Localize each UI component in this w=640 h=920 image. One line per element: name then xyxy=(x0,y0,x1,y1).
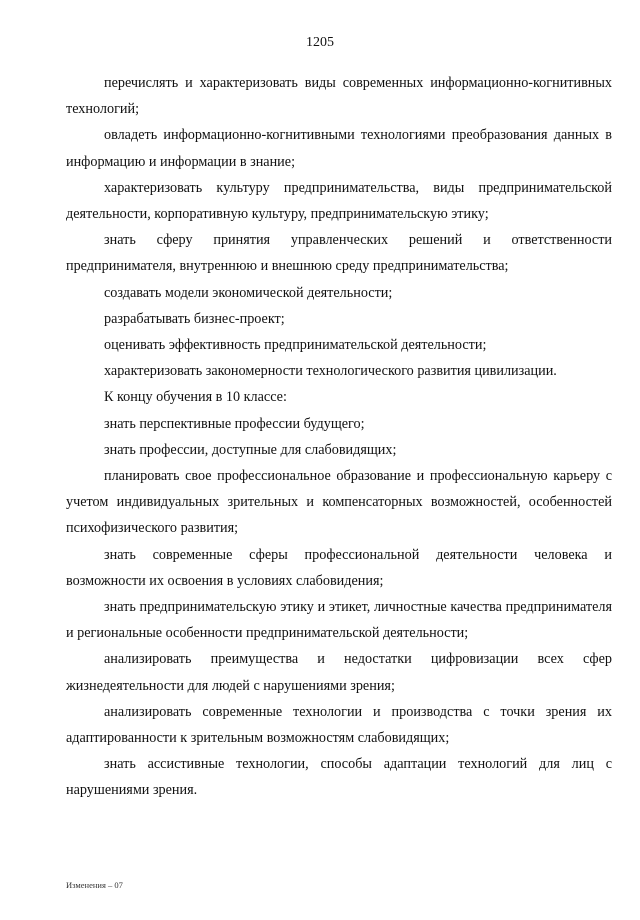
paragraph: знать перспективные профессии будущего; xyxy=(104,415,365,432)
section-heading: К концу обучения в 10 классе: xyxy=(104,389,287,406)
paragraph: создавать модели экономической деятельности; xyxy=(104,284,393,301)
paragraph: знать профессии, доступные для слабовидящих; xyxy=(104,441,397,458)
paragraph: характеризовать культуру предпринимательства, виды предпринимательской деятельности, корпоративную культуру, предпринимательскую этику; xyxy=(66,179,612,223)
paragraph: оценивать эффективность предпринимательской деятельности; xyxy=(104,337,487,354)
paragraph: планировать свое профессиональное образование и профессиональную карьеру с учетом индивидуальных зрительных и компенсаторных возможностей, особенностей психофизического развития; xyxy=(66,468,612,537)
paragraph: знать ассистивные технологии, способы адаптации технологий для лиц с нарушениями зрения. xyxy=(66,756,612,799)
paragraph: характеризовать закономерности технологического развития цивилизации. xyxy=(104,363,557,380)
paragraph: знать современные сферы профессиональной деятельности человека и возможности их освоения в условиях слабовидения; xyxy=(66,546,612,589)
page-number: 1205 xyxy=(306,35,334,50)
footer-note: Изменения – 07 xyxy=(66,880,123,890)
paragraph: анализировать преимущества и недостатки цифровизации всех сфер жизнедеятельности для людей с нарушениями зрения; xyxy=(66,651,612,694)
paragraph: разрабатывать бизнес-проект; xyxy=(104,310,285,327)
document-body xyxy=(66,70,612,804)
paragraph: знать предпринимательскую этику и этикет, личностные качества предпринимателя и региональные особенности предпринимательской деятельности; xyxy=(66,599,612,642)
paragraph: перечислять и характеризовать виды современных информационно-когнитивных технологий; xyxy=(66,75,612,118)
paragraph: овладеть информационно-когнитивными технологиями преобразования данных в информацию и информации в знание; xyxy=(66,127,612,170)
paragraph: анализировать современные технологии и производства с точки зрения их адаптированности к зрительным возможностям слабовидящих; xyxy=(66,703,612,747)
paragraph: знать сферу принятия управленческих решений и ответственности предпринимателя, внутреннюю и внешнюю среду предпринимательства; xyxy=(66,232,612,275)
